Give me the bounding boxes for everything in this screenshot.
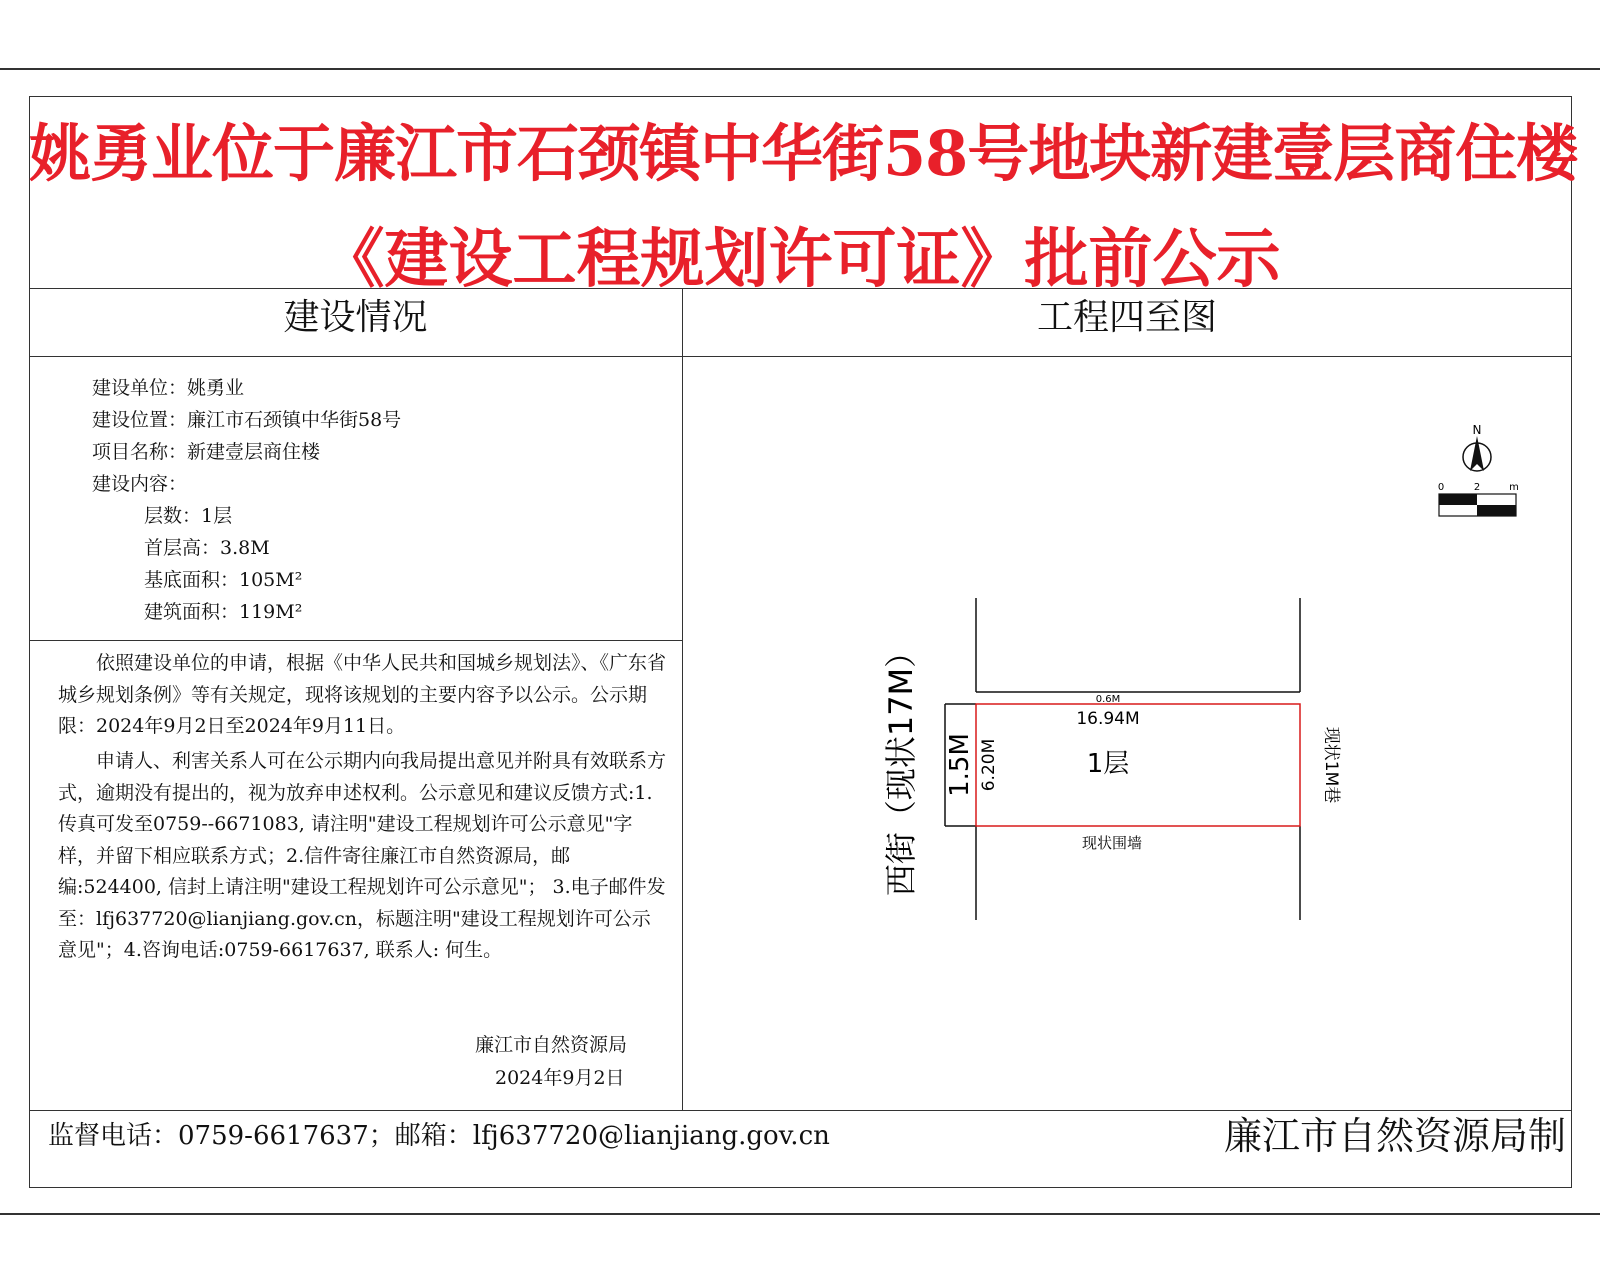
footer-contact: 监督电话：0759-6617637；邮箱：lfj637720@lianjiang.gov.cn bbox=[48, 1121, 830, 1151]
right-lane-label: 现状1M巷 bbox=[1321, 726, 1341, 804]
notice-paragraph-2: 申请人、利害关系人可在公示期内向我局提出意见并附具有效联系方式，逾期没有提出的，视为放弃申述权利。公示意见和建议反馈方式:1.传真可发至0759--6671083, 请注明"建设工程规划许可公示意见"字样，并留下相应联系方式；2.信件寄往廉江市自然资源局，邮编:524400, 信封上请注明"建设工程规划许可公示意见"； 3.电子邮件发至：lfj637720@lianjiang.gov.cn，标题注明"建设工程规划许可公示意见"；4.咨询电话:0759-6617637, 联系人: 何生。 bbox=[58, 750, 667, 961]
notice-title-line1: 姚勇业位于廉江市石颈镇中华街58号地块新建壹层商住楼 bbox=[29, 117, 1578, 190]
scale-label-2: 2 bbox=[1473, 482, 1481, 493]
info-floors: 层数：1层 bbox=[144, 505, 233, 527]
north-arrow-icon bbox=[1463, 423, 1491, 471]
scale-label-unit: m bbox=[1509, 482, 1519, 493]
notice-paragraph-1: 依照建设单位的申请，根据《中华人民共和国城乡规划法》、《广东省城乡规划条例》等有关规定，现将该规划的主要内容予以公示。公示期限：2024年9月2日至2024年9月11日。 bbox=[58, 652, 667, 737]
info-height: 首层高：3.8M bbox=[144, 537, 270, 559]
notice-title-line2: 《建设工程规划许可证》批前公示 bbox=[320, 222, 1281, 297]
left-setback-label: 1.5M bbox=[945, 733, 975, 797]
top-setback-label: 0.6M bbox=[1095, 694, 1121, 705]
section-header-site-map: 工程四至图 bbox=[1036, 297, 1217, 338]
bottom-wall-label: 现状围墙 bbox=[1081, 834, 1143, 852]
scale-bar bbox=[1438, 482, 1519, 516]
info-unit: 建设单位：姚勇业 bbox=[92, 377, 245, 399]
notice-signer: 廉江市自然资源局 bbox=[475, 1034, 628, 1056]
footer-maker: 廉江市自然资源局制 bbox=[1224, 1114, 1567, 1158]
notice-date: 2024年9月2日 bbox=[495, 1067, 625, 1089]
info-project: 项目名称：新建壹层商住楼 bbox=[92, 441, 321, 463]
info-location: 建设位置：廉江市石颈镇中华街58号 bbox=[92, 409, 402, 431]
info-floor-area: 建筑面积：119M² bbox=[144, 601, 303, 623]
info-content-label: 建设内容： bbox=[92, 473, 188, 495]
road-label: 西街（现状17M） bbox=[882, 635, 920, 897]
width-label: 6.20M bbox=[979, 738, 999, 792]
north-label: N bbox=[1472, 423, 1482, 437]
length-label: 16.94M bbox=[1076, 709, 1140, 729]
scale-label-0: 0 bbox=[1437, 482, 1445, 493]
info-base-area: 基底面积：105M² bbox=[144, 569, 303, 591]
floors-label: 1层 bbox=[1086, 749, 1130, 779]
section-header-construction: 建设情况 bbox=[283, 297, 428, 338]
